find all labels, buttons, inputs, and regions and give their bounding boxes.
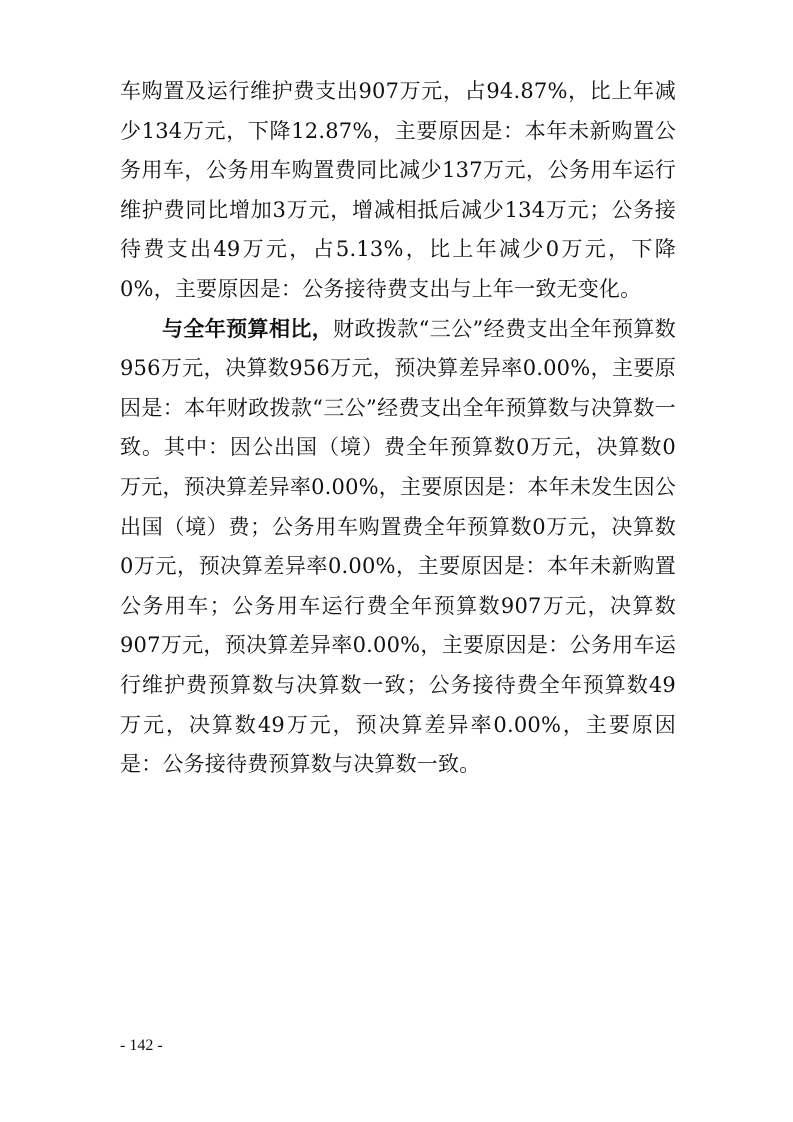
paragraph-budget-comparison xyxy=(120,310,676,785)
body-text xyxy=(120,72,676,785)
page-number: - 142 - xyxy=(120,1037,163,1054)
paragraph-body: 财政拨款“三公”经费支出全年预算数956万元，决算数956万元，预决算差异率0.00%，主要原因是：本年财政拨款“三公”经费支出全年预算数与决算数一致。其中：因公出国（境）费全年预算数0万元，决算数0万元，预决算差异率0.00%，主要原因是：本年未发生因公出国（境）费；公务用车购置费全年预算数0万元，决算数0万元，预决算差异率0.00%，主要原因是：本年未新购置公务用车；公务用车运行费全年预算数907万元，决算数907万元，预决算差异率0.00%，主要原因是：公务用车运行维护费预算数与决算数一致；公务接待费全年预算数49万元，决算数49万元，预决算差异率0.00%，主要原因是：公务接待费预算数与决算数一致。 xyxy=(120,316,676,777)
paragraph-lead-heading: 与全年预算相比， xyxy=(162,316,334,341)
paragraph-continuation: 车购置及运行维护费支出907万元，占94.87%，比上年减少134万元，下降12.87%，主要原因是：本年未新购置公务用车，公务用车购置费同比减少137万元，公务用车运行维护费同比增加3万元，增减相抵后减少134万元；公务接待费支出49万元，占5.13%，比上年减少0万元，下降0%，主要原因是：公务接待费支出与上年一致无变化。 xyxy=(120,79,676,301)
